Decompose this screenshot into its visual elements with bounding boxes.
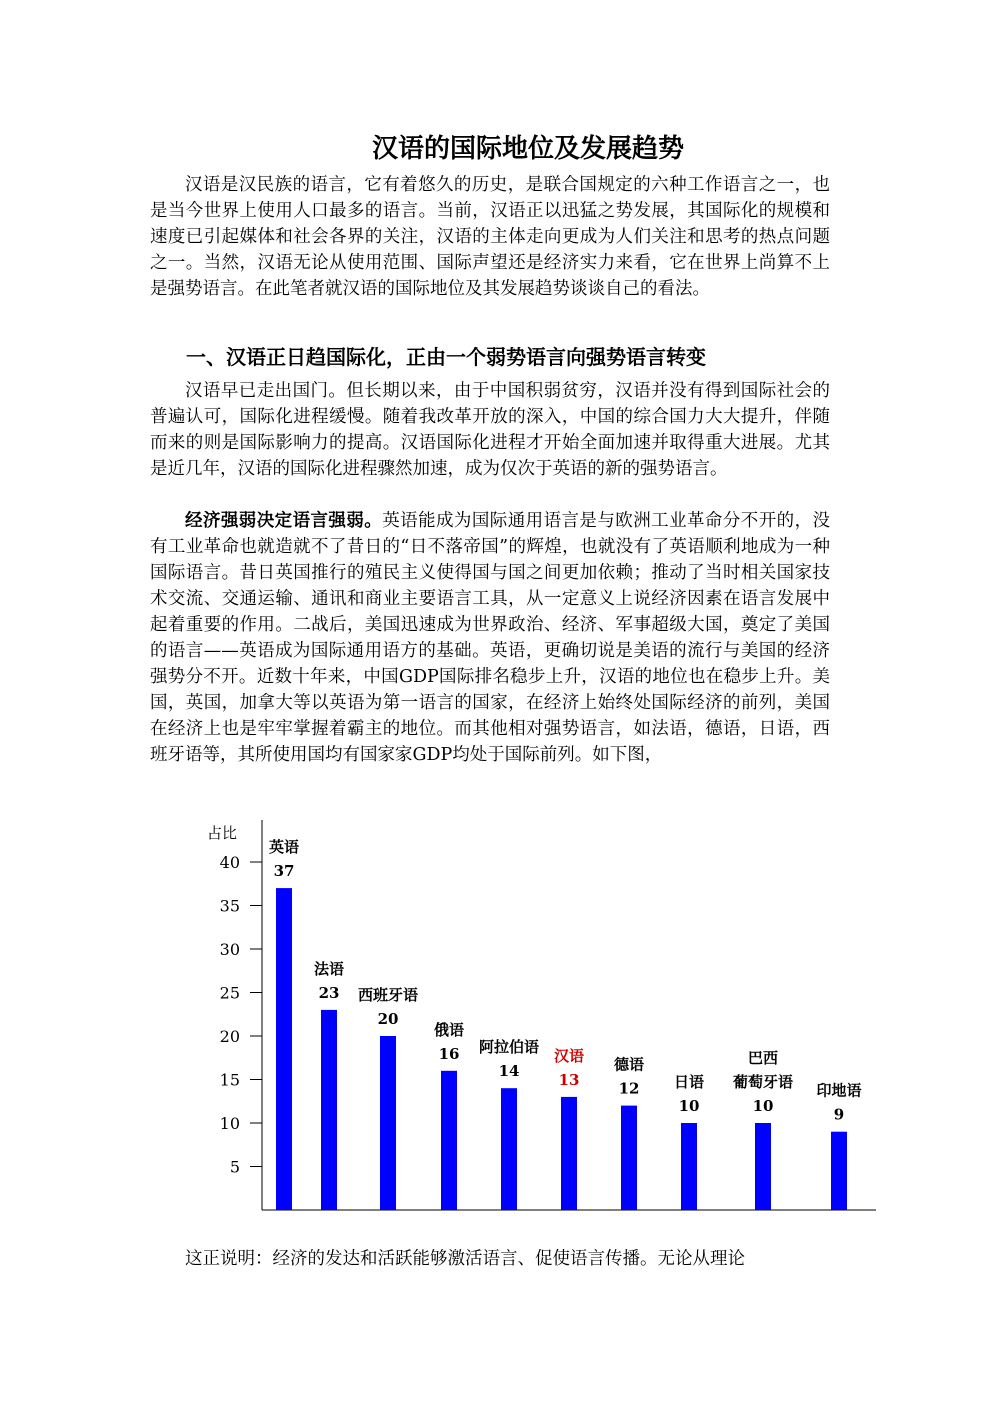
y-tick-label: 35 xyxy=(219,896,240,916)
data-label: 16 xyxy=(438,1044,460,1063)
category-label: 巴西 xyxy=(747,1049,779,1067)
bar xyxy=(321,1010,337,1210)
data-label: 23 xyxy=(318,983,340,1002)
y-tick-label: 5 xyxy=(229,1157,240,1177)
data-label: 37 xyxy=(273,862,295,881)
bar xyxy=(755,1123,771,1210)
bar xyxy=(621,1106,637,1210)
y-tick-label: 40 xyxy=(219,853,240,872)
bar xyxy=(380,1036,396,1210)
data-label: 10 xyxy=(678,1097,700,1115)
category-label: 西班牙语 xyxy=(357,986,419,1004)
closing-line: 这正说明：经济的发达和活跃能够激活语言、促使语言传播。无论从理论 xyxy=(185,1249,745,1269)
category-label: 日语 xyxy=(673,1073,705,1091)
bar xyxy=(681,1123,697,1210)
bar xyxy=(441,1071,457,1210)
y-tick-label: 30 xyxy=(219,940,240,959)
category-label: 汉语 xyxy=(553,1046,585,1065)
data-label: 14 xyxy=(498,1062,520,1081)
category-label: 印地语 xyxy=(816,1081,862,1100)
data-label: 12 xyxy=(618,1079,640,1098)
paragraph-2-lead: 经济强弱决定语言强弱。 xyxy=(185,511,383,531)
bar xyxy=(831,1132,847,1210)
paragraph-2-body: 英语能成为国际通用语言是与欧洲工业革命分不开的，没有工业革命也就造就不了昔日的“日不落帝国”的辉煌，也就没有了英语顺利地成为一种国际语言。昔日英国推行的殖民主义使得国与国之间更加依赖；推动了当时相关国家技术交流、交通运输、通讯和商业主要语言工具，从一定意义上说经济因素在语言发展中起着重要的作用。二战后，美国迅速成为世界政治、经济、军事超级大国，奠定了美国的语言——英语成为国际通用语方的基础。英语，更确切说是美语的流行与美国的经济强势分不开。近数十年来，中国GDP国际排名稳步上升，汉语的地位也在稳步上升。美国，英国，加拿大等以英语为第一语言的国家，在经济上始终处国际经济的前列，美国在经济上也是牢牢掌握着霸主的地位。而其他相对强势语言，如法语，德语，日语，西班牙语等，其所使用国均有国家家GDP均处于国际前列。如下图， xyxy=(150,511,831,765)
data-label: 13 xyxy=(558,1070,580,1089)
data-label: 10 xyxy=(752,1097,774,1115)
category-label: 葡萄牙语 xyxy=(732,1073,794,1091)
bar xyxy=(501,1088,517,1210)
y-tick-label: 20 xyxy=(219,1027,240,1046)
y-tick-label: 10 xyxy=(219,1114,240,1133)
data-label: 9 xyxy=(833,1105,845,1124)
y-axis-label: 占比 xyxy=(206,824,238,842)
bar xyxy=(561,1097,577,1210)
category-label: 英语 xyxy=(268,838,300,857)
document-title: 汉语的国际地位及发展趋势 xyxy=(371,134,684,164)
category-label: 阿拉伯语 xyxy=(478,1038,540,1057)
paragraph-1: 汉语早已走出国门。但长期以来，由于中国积弱贫穷，汉语并没有得到国际社会的普遍认可，国际化进程缓慢。随着我改革开放的深入，中国的综合国力大大提升，伴随而来的则是国际影响力的提高。汉语国际化进程才开始全面加速并取得重大进展。尤其是近几年，汉语的国际化进程骤然加速，成为仅次于英语的新的强势语言。 xyxy=(150,381,830,479)
category-label: 俄语 xyxy=(433,1020,465,1039)
bar xyxy=(276,888,292,1210)
category-label: 德语 xyxy=(613,1055,645,1074)
data-label: 20 xyxy=(377,1010,399,1028)
category-label: 法语 xyxy=(313,959,345,978)
y-tick-label: 25 xyxy=(219,983,240,1003)
section-heading: 一、汉语正日趋国际化，正由一个弱势语言向强势语言转变 xyxy=(186,345,706,369)
y-tick-label: 15 xyxy=(219,1070,240,1090)
intro-paragraph: 汉语是汉民族的语言，它有着悠久的历史，是联合国规定的六种工作语言之一，也是当今世界上使用人口最多的语言。当前，汉语正以迅猛之势发展，其国际化的规模和速度已引起媒体和社会各界的关注，汉语的主体走向更成为人们关注和思考的热点问题之一。当然，汉语无论从使用范围、国际声望还是经济实力来看，它在世界上尚算不上是强势语言。在此笔者就汉语的国际地位及其发展趋势谈谈自己的看法。 xyxy=(150,175,830,299)
